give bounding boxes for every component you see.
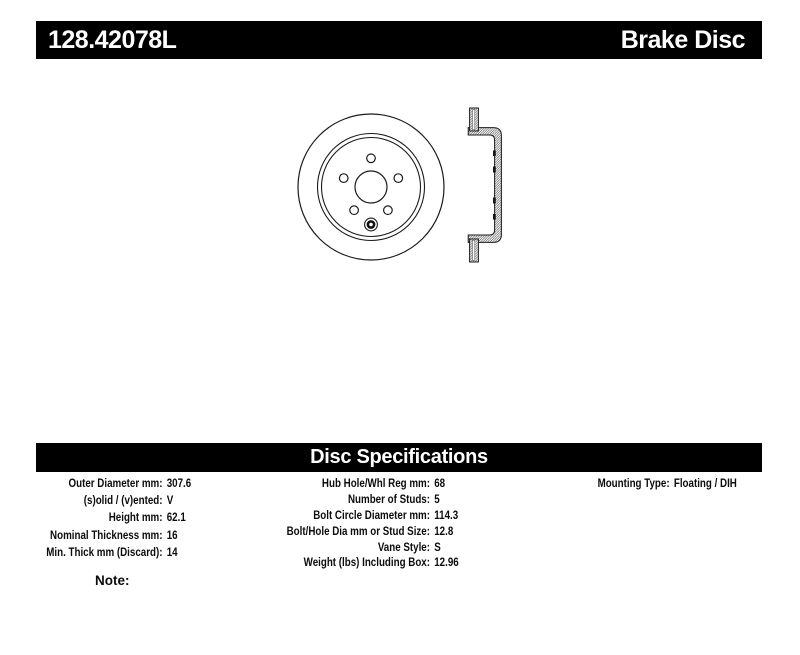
spec-section-title: Disc Specifications <box>310 446 488 468</box>
disc-outer-edge-circle <box>298 114 444 260</box>
spec-label: Bolt Circle Diameter mm: <box>313 509 430 522</box>
product-type: Brake Disc <box>620 25 745 54</box>
stud-hole <box>367 154 376 163</box>
spec-value: 68 <box>434 477 446 490</box>
spec-row-hub-hole <box>260 476 459 492</box>
spec-label: Number of Studs: <box>347 493 430 506</box>
spec-label: Nominal Thickness mm: <box>50 529 163 542</box>
set-screw-hole <box>365 218 378 231</box>
spec-column-left <box>18 475 191 562</box>
spec-column-middle <box>260 476 459 571</box>
spec-value: 5 <box>434 493 440 506</box>
spec-label: Height mm: <box>108 512 163 525</box>
spec-label: Outer Diameter mm: <box>68 477 163 490</box>
spec-value: 114.3 <box>434 509 459 522</box>
spec-label: Min. Thick mm (Discard): <box>46 547 163 560</box>
hat-section-profile <box>468 128 501 243</box>
spec-value: 12.8 <box>434 525 454 538</box>
spec-column-right <box>520 476 737 492</box>
spec-label: Bolt/Hole Dia mm or Stud Size: <box>286 525 430 538</box>
center-bore-circle <box>355 171 387 203</box>
spec-label: Weight (lbs) Including Box: <box>303 557 430 570</box>
spec-row-solid-vented <box>18 492 191 509</box>
spec-label: Hub Hole/Whl Reg mm: <box>321 477 430 490</box>
stud-hole <box>384 206 393 215</box>
brake-disc-cross-section <box>468 108 501 262</box>
spec-row-vane-style <box>260 540 459 556</box>
spec-row-bolt-hole-dia <box>260 524 459 540</box>
spec-value: 16 <box>166 529 178 542</box>
spec-value: Floating / DIH <box>673 478 737 490</box>
spec-value: 62.1 <box>166 512 186 525</box>
spec-value: S <box>434 541 441 554</box>
spec-value: 307.6 <box>166 477 192 490</box>
spec-row-height <box>18 510 191 527</box>
spec-row-outer-diameter <box>18 475 191 492</box>
part-number: 128.42078L <box>48 25 177 54</box>
stud-hole <box>339 174 348 183</box>
spec-value: 14 <box>166 547 178 560</box>
spec-row-weight <box>260 555 459 571</box>
note-label: Note: <box>95 573 130 588</box>
stud-hole <box>350 206 359 215</box>
spec-value: V <box>166 495 174 508</box>
spec-label: Mounting Type: <box>597 478 670 490</box>
spec-row-number-of-studs <box>260 492 459 508</box>
vent-slot-top <box>473 110 475 130</box>
spec-row-nominal-thickness <box>18 527 191 544</box>
spec-label: Vane Style: <box>377 541 430 554</box>
spec-row-mounting-type <box>520 476 737 492</box>
spec-section-header <box>36 443 762 472</box>
spec-row-min-thick <box>18 545 191 562</box>
spec-label: (s)olid / (v)ented: <box>83 495 163 508</box>
spec-value: 12.96 <box>434 557 459 570</box>
vent-slot-bottom <box>473 241 475 261</box>
brake-disc-front-view <box>298 114 444 260</box>
stud-hole <box>394 174 403 183</box>
spec-row-bolt-circle-diameter <box>260 508 459 524</box>
